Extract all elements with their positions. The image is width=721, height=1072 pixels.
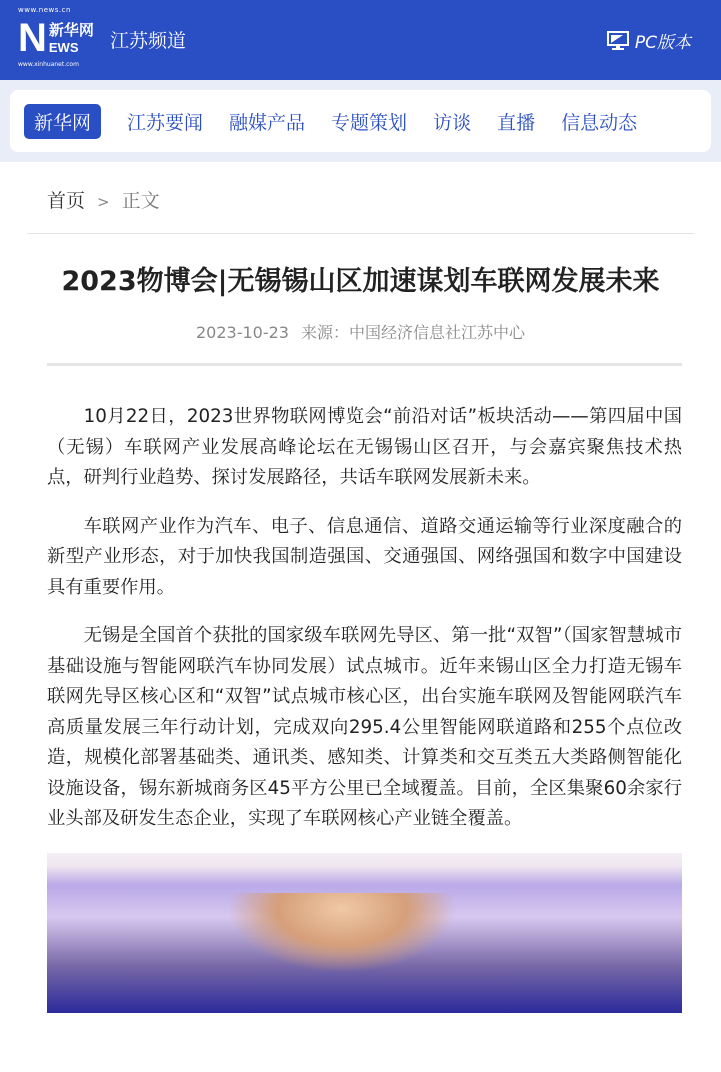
pc-version-link[interactable] <box>607 28 691 53</box>
logo-cn: 新华网 <box>48 21 94 39</box>
logo-mark <box>18 15 102 61</box>
article-date: 2023-10-23 <box>196 323 289 342</box>
nav-band <box>0 80 721 162</box>
nav-item-special-topics[interactable]: 专题策划 <box>331 111 408 134</box>
site-header <box>0 0 721 80</box>
pc-version-label: PC版本 <box>634 33 691 53</box>
breadcrumb-current: 正文 <box>121 190 160 212</box>
article-source: 来源：中国经济信息社江苏中心 <box>300 323 525 342</box>
breadcrumb <box>27 162 694 234</box>
paragraph: 无锡是全国首个获批的国家级车联网先导区、第一批“双智”（国家智慧城市基础设施与智能网联汽车协同发展）试点城市。近年来锡山区全力打造无锡车联网先导区核心区和“双智”试点城市核心区，出台实施车联网及智能网联汽车高质量发展三年行动计划，完成双向295.4公里智能网联道路和255个点位改造，规模化部署基础类、通讯类、感知类、计算类和交互类五大类路侧智能化设施设备，锡东新城商务区45平方公里已全域覆盖。目前，全区集聚60余家行业头部及研发生态企业，实现了车联网核心产业链全覆盖。 <box>47 625 682 829</box>
article-body <box>47 402 682 835</box>
nav-item-jiangsu-news[interactable]: 江苏要闻 <box>127 111 204 134</box>
nav-item-media-products[interactable]: 融媒产品 <box>229 111 306 134</box>
monitor-icon <box>607 31 629 51</box>
logo-letter: N <box>18 16 47 60</box>
nav-item-xinhuanet[interactable]: 新华网 <box>24 104 101 139</box>
main-nav <box>10 90 711 152</box>
article-title: 2023物博会|无锡锡山区加速谋划车联网发展未来 <box>61 266 660 297</box>
nav-item-interviews[interactable]: 访谈 <box>433 111 472 134</box>
logo-url: www.news.cn <box>18 6 71 14</box>
article-photo <box>47 853 682 1013</box>
breadcrumb-separator: > <box>97 193 110 211</box>
title-divider <box>47 363 682 366</box>
logo-url-bottom: www.xinhuanet.com <box>18 61 79 68</box>
logo-ews: EWS <box>48 40 79 55</box>
logo-stack <box>49 20 94 56</box>
chandelier-shape <box>227 893 457 973</box>
nav-item-info[interactable]: 信息动态 <box>561 111 638 134</box>
xinhua-logo[interactable] <box>18 6 102 69</box>
article-meta <box>0 320 721 343</box>
breadcrumb-home[interactable]: 首页 <box>47 190 86 212</box>
paragraph: 车联网产业作为汽车、电子、信息通信、道路交通运输等行业深度融合的新型产业形态，对于加快我国制造强国、交通强国、网络强国和数字中国建设具有重要作用。 <box>47 515 682 598</box>
channel-name[interactable]: 江苏频道 <box>110 30 187 52</box>
nav-item-live[interactable]: 直播 <box>497 111 536 134</box>
paragraph: 10月22日，2023世界物联网博览会“前沿对话”板块活动——第四届中国（无锡）车联网产业发展高峰论坛在无锡锡山区召开，与会嘉宾聚焦技术热点，研判行业趋势、探讨发展路径，共话车联网发展新未来。 <box>47 406 682 488</box>
